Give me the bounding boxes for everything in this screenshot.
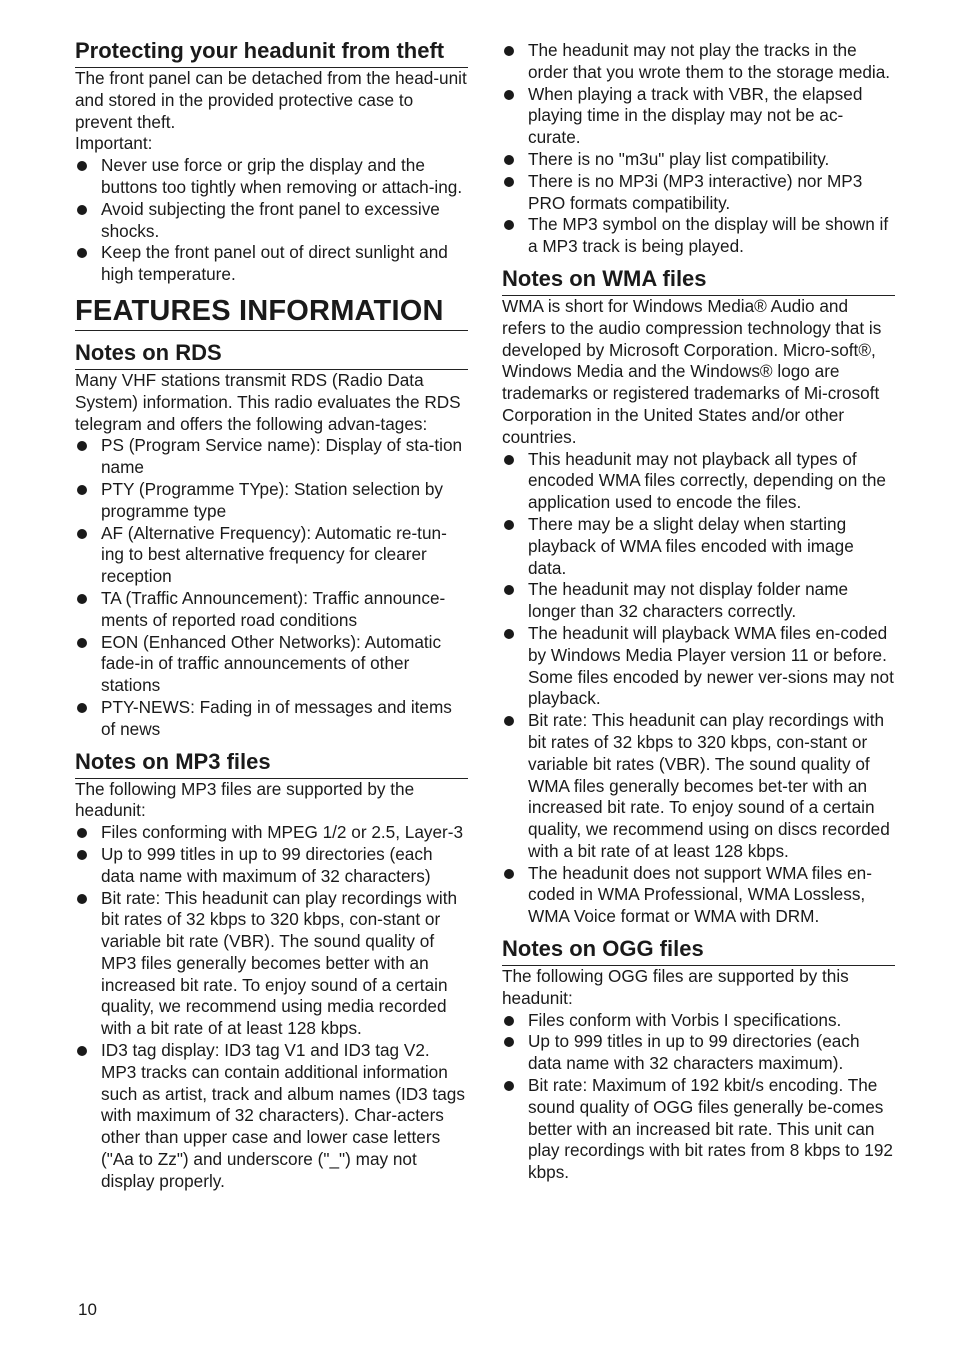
bullet-icon	[77, 485, 87, 495]
bullet-icon	[77, 161, 87, 171]
ogg-heading: Notes on OGG files	[502, 936, 895, 966]
list-item: Bit rate: This headunit can play recordings with bit rates of 32 kbps to 320 kbps, con-stant or variable bit rate (VBR). The sound quality of MP3 files generally becomes better with an increased bit rate. To enjoy sound of a certain quality, we recommend using media recorded with a bit rate of at least 128 kbps.	[75, 888, 468, 1041]
bullet-icon	[504, 1037, 514, 1047]
list-item: Files conform with Vorbis I specifications.	[502, 1010, 895, 1032]
bullet-icon	[504, 520, 514, 530]
bullet-icon	[504, 585, 514, 595]
list-item: There is no MP3i (MP3 interactive) nor MP3 PRO formats compatibility.	[502, 171, 895, 215]
theft-paragraph: The front panel can be detached from the head-unit and stored in the provided protective case to prevent theft.	[75, 68, 467, 132]
mp3-paragraph: The following MP3 files are supported by the headunit:	[75, 778, 415, 821]
bullet-icon	[77, 894, 87, 904]
bullet-icon	[77, 529, 87, 539]
bullet-icon	[504, 155, 514, 165]
bullet-icon	[504, 869, 514, 879]
list-item: ID3 tag display: ID3 tag V1 and ID3 tag V2. MP3 tracks can contain additional information such as artist, track and album names (ID3 tags with maximum of 32 characters). Char-acters other than upper case and lower case letters ("Aa to Zz") and underscore ("_") may not display properly.	[75, 1040, 468, 1193]
theft-heading: Protecting your headunit from theft	[75, 38, 468, 68]
list-item: Up to 999 titles in up to 99 directories (each data name with 32 characters maximum).	[502, 1031, 895, 1075]
rds-paragraph: Many VHF stations transmit RDS (Radio Data System) information. This radio evaluates the RDS telegram and offers the following advan-tages:	[75, 369, 461, 434]
rds-heading: Notes on RDS	[75, 340, 468, 370]
list-item: Avoid subjecting the front panel to excessive shocks.	[75, 199, 468, 243]
bullet-icon	[77, 850, 87, 860]
bullet-icon	[77, 703, 87, 713]
mp3-heading: Notes on MP3 files	[75, 749, 468, 779]
page-number: 10	[78, 1300, 97, 1319]
list-item: The headunit may not display folder name longer than 32 characters correctly.	[502, 579, 895, 623]
ogg-list	[502, 1010, 895, 1184]
list-item: AF (Alternative Frequency): Automatic re-tun-ing to best alternative frequency for clearer reception	[75, 523, 468, 588]
list-item: This headunit may not playback all types of encoded WMA files correctly, depending on the application used to encode the files.	[502, 449, 895, 514]
list-item: The headunit does not support WMA files en-coded in WMA Professional, WMA Lossless, WMA Voice format or WMA with DRM.	[502, 863, 895, 928]
list-item: EON (Enhanced Other Networks): Automatic fade-in of traffic announcements of other stations	[75, 632, 468, 697]
bullet-icon	[504, 177, 514, 187]
left-column	[75, 38, 468, 1193]
bullet-icon	[504, 716, 514, 726]
bullet-icon	[504, 1016, 514, 1026]
list-item: Bit rate: This headunit can play recordings with bit rates of 32 kbps to 320 kbps, con-stant or variable bit rates (VBR). The sound quality of WMA files generally becomes bet-ter with an increased bit rate. To enjoy sound of a certain quality, we recommend using on discs recorded with a bit rate of at least 128 kbps.	[502, 710, 895, 863]
list-item: Up to 999 titles in up to 99 directories (each data name with maximum of 32 characters)	[75, 844, 468, 888]
rds-list	[75, 435, 468, 740]
list-item: The headunit will playback WMA files en-coded by Windows Media Player version 11 or before. Some files encoded by newer ver-sions may not playback.	[502, 623, 895, 710]
theft-important-label: Important:	[75, 133, 153, 154]
bullet-icon	[77, 638, 87, 648]
bullet-icon	[77, 205, 87, 215]
bullet-icon	[504, 629, 514, 639]
bullet-icon	[77, 1046, 87, 1056]
list-item: There may be a slight delay when starting playback of WMA files encoded with image data.	[502, 514, 895, 579]
list-item: When playing a track with VBR, the elapsed playing time in the display may not be ac-curate.	[502, 84, 895, 149]
right-column	[502, 40, 895, 1184]
bullet-icon	[77, 441, 87, 451]
bullet-icon	[77, 594, 87, 604]
mp3-list-continued	[502, 40, 895, 258]
bullet-icon	[504, 455, 514, 465]
bullet-icon	[504, 220, 514, 230]
bullet-icon	[504, 46, 514, 56]
list-item: Keep the front panel out of direct sunlight and high temperature.	[75, 242, 468, 286]
list-item: The MP3 symbol on the display will be shown if a MP3 track is being played.	[502, 214, 895, 258]
bullet-icon	[77, 828, 87, 838]
bullet-icon	[77, 248, 87, 258]
wma-list	[502, 449, 895, 929]
list-item: TA (Traffic Announcement): Traffic announce-ments of reported road conditions	[75, 588, 468, 632]
list-item: Never use force or grip the display and the buttons too tightly when removing or attach-ing.	[75, 155, 468, 199]
list-item: Files conforming with MPEG 1/2 or 2.5, Layer-3	[75, 822, 468, 844]
list-item: The headunit may not play the tracks in the order that you wrote them to the storage media.	[502, 40, 895, 84]
features-heading: FEATURES INFORMATION	[75, 295, 468, 331]
list-item: PTY (Programme TYpe): Station selection by programme type	[75, 479, 468, 523]
mp3-list	[75, 822, 468, 1193]
wma-heading: Notes on WMA files	[502, 266, 895, 296]
list-item: Bit rate: Maximum of 192 kbit/s encoding. The sound quality of OGG files generally be-comes better with an increased bit rate. This unit can play recordings with bit rates from 8 kbps to 192 kbps.	[502, 1075, 895, 1184]
list-item: PTY-NEWS: Fading in of messages and items of news	[75, 697, 468, 741]
list-item: PS (Program Service name): Display of sta-tion name	[75, 435, 468, 479]
ogg-paragraph: The following OGG files are supported by this headunit:	[502, 966, 849, 1008]
theft-list	[75, 155, 468, 286]
bullet-icon	[504, 1081, 514, 1091]
wma-paragraph: WMA is short for Windows Media® Audio and refers to the audio compression technology that is developed by Microsoft Corporation. Micro-soft®, Windows Media and the Windows® logo are trademarks or registered trademarks of Mi-crosoft Corporation in the United States and/or other countries.	[502, 295, 882, 447]
list-item: There is no "m3u" play list compatibility.	[502, 149, 895, 171]
bullet-icon	[504, 90, 514, 100]
